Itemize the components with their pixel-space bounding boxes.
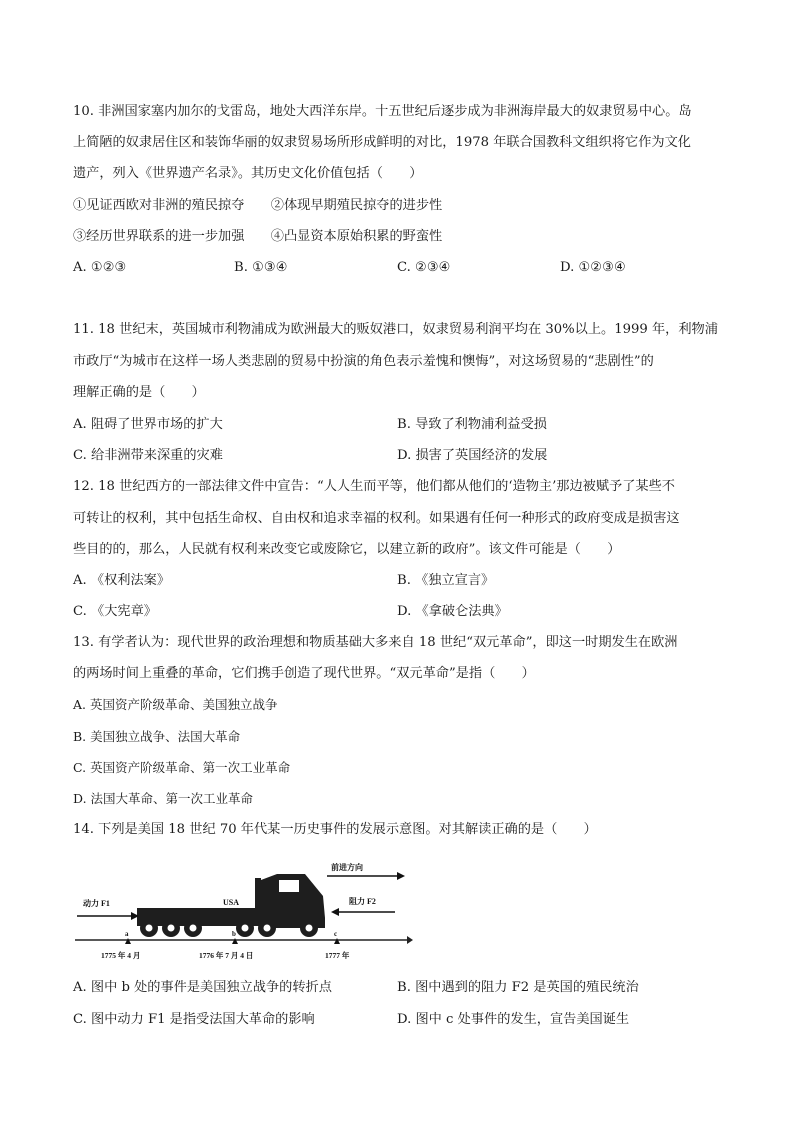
q12-option-c[interactable]: C. 《大宪章》: [73, 604, 157, 619]
q14-stem: 14. 下列是美国 18 世纪 70 年代某一历史事件的发展示意图。对其解读正确的是（ ）: [73, 822, 597, 837]
q11-option-d[interactable]: D. 损害了英国经济的发展: [397, 448, 548, 463]
truck-exhaust: [255, 878, 261, 908]
q14-option-a[interactable]: A. 图中 b 处的事件是美国独立战争的转折点: [73, 980, 332, 995]
q11-stem-line-3: 理解正确的是（ ）: [73, 385, 205, 400]
q10-option-b[interactable]: B. ①③④: [234, 260, 288, 275]
force-f2-label: 阻力 F2: [349, 897, 376, 906]
q10-item-line-2: ③经历世界联系的进一步加强 ④凸显资本原始积累的野蛮性: [73, 229, 443, 244]
q12-option-b[interactable]: B. 《独立宣言》: [397, 573, 495, 588]
q11-option-b[interactable]: B. 导致了利物浦利益受损: [397, 417, 547, 432]
force-f2-arrow-head: [331, 908, 339, 916]
timeline-date-b: 1776 年 7 月 4 日: [199, 951, 254, 960]
q12-option-a[interactable]: A. 《权利法案》: [73, 573, 171, 588]
timeline-date-c: 1777 年: [325, 951, 350, 960]
q13-option-b[interactable]: B. 美国独立战争、法国大革命: [73, 729, 241, 744]
timeline-date-a: 1775 年 4 月: [101, 951, 141, 960]
q13-stem-line-2: 的两场时间上重叠的革命，它们携手创造了现代世界。“双元革命”是指（ ）: [73, 666, 535, 681]
q14-option-b[interactable]: B. 图中遇到的阻力 F2 是英国的殖民统治: [397, 980, 639, 995]
svg-text:c: c: [334, 930, 338, 938]
q12-stem-line-3: 些目的的，那么，人民就有权利来改变它或废除它，以建立新的政府”。该文件可能是（ ）: [73, 542, 621, 557]
q13-option-d[interactable]: D. 法国大革命、第一次工业革命: [73, 791, 254, 806]
q12-option-d[interactable]: D. 《拿破仑法典》: [397, 604, 508, 619]
truck-label: USA: [223, 898, 240, 907]
q10-item-line-1: ①见证西欧对非洲的殖民掠夺 ②体现早期殖民掠夺的进步性: [73, 198, 443, 213]
svg-text:a: a: [125, 930, 129, 938]
direction-label: 前进方向: [331, 863, 363, 872]
truck-window: [279, 880, 299, 892]
q14-option-d[interactable]: D. 图中 c 处事件的发生，宣告美国诞生: [397, 1012, 630, 1027]
truck-diagram: [73, 858, 413, 966]
q10-option-a[interactable]: A. ①②③: [73, 260, 127, 275]
q12-stem-line-1: 12. 18 世纪西方的一部法律文件中宣告：“人人生而平等，他们都从他们的‘造物主’那边被赋予了某些不: [73, 479, 675, 494]
q11-option-a[interactable]: A. 阻碍了世界市场的扩大: [73, 417, 223, 432]
q10-option-d[interactable]: D. ①②③④: [560, 260, 626, 275]
q10-stem-line-1: 10. 非洲国家塞内加尔的戈雷岛，地处大西洋东岸。十五世纪后逐步成为非洲海岸最大的奴隶贸易中心。岛: [73, 104, 692, 119]
q13-option-c[interactable]: C. 英国资产阶级革命、第一次工业革命: [73, 760, 291, 775]
q11-stem-line-2: 市政厅“为城市在这样一场人类悲剧的贸易中扮演的角色表示羞愧和懊悔”，对这场贸易的“悲剧性”的: [73, 354, 654, 369]
timeline-arrowhead: [407, 936, 413, 944]
force-f1-label: 动力 F1: [83, 899, 110, 908]
q13-stem-line-1: 13. 有学者认为：现代世界的政治理想和物质基础大多来自 18 世纪“双元革命”，即这一时期发生在欧洲: [73, 635, 678, 650]
timeline-point-c: [325, 930, 350, 960]
q13-option-a[interactable]: A. 英国资产阶级革命、美国独立战争: [73, 697, 278, 712]
q11-option-c[interactable]: C. 给非洲带来深重的灾难: [73, 448, 223, 463]
truck-diagram-svg: [73, 858, 413, 966]
q11-stem-line-1: 11. 18 世纪末，英国城市利物浦成为欧洲最大的贩奴港口，奴隶贸易利润平均在 30%以上。1999 年，利物浦: [73, 322, 718, 337]
q12-stem-line-2: 可转让的权利，其中包括生命权、自由权和追求幸福的权利。如果遇有任何一种形式的政府变成是损害这: [73, 511, 680, 526]
q10-stem-line-3: 遗产，列入《世界遗产名录》。其历史文化价值包括（ ）: [73, 166, 423, 181]
timeline-point-a: [101, 930, 140, 960]
direction-arrow-head: [397, 872, 405, 880]
q10-option-c[interactable]: C. ②③④: [397, 260, 451, 275]
q14-option-c[interactable]: C. 图中动力 F1 是指受法国大革命的影响: [73, 1012, 315, 1027]
q10-stem-line-2: 上简陋的奴隶居住区和装饰华丽的奴隶贸易场所形成鲜明的对比，1978 年联合国教科文组织将它作为文化: [73, 135, 691, 150]
svg-text:b: b: [232, 930, 236, 938]
